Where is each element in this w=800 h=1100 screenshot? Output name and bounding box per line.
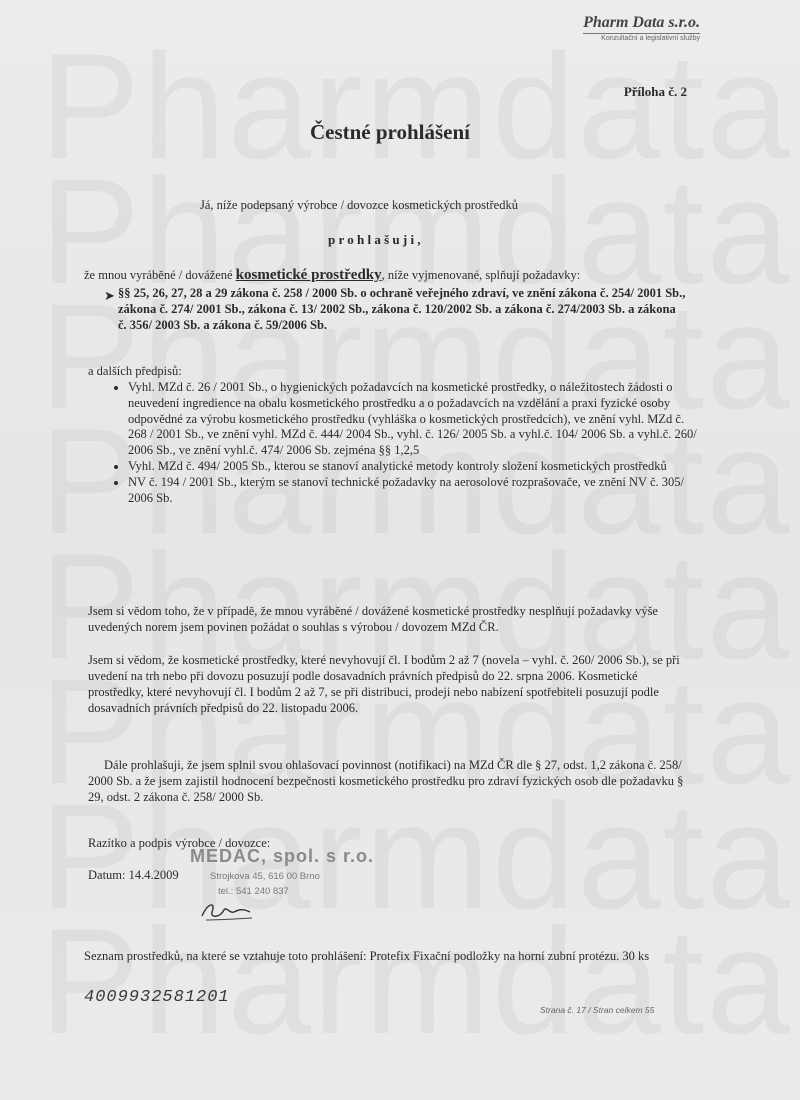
stamp-label: Razítko a podpis výrobce / dovozce: [88,836,271,850]
product-code: 4009932581201 [84,988,230,1007]
arrow-bullet-icon: ➤ [104,288,115,303]
stamp-phone: tel.: 541 240 837 [218,886,289,897]
declaration-word: p r o h l a š u j i , [328,232,421,247]
company-logo [583,14,700,42]
notification-paragraph: Dále prohlašuji, že jsem splnil svou ohlašovací povinnost (notifikaci) na MZd ČR dle § 27, odst. 1,2 zákona č. 258/ 2000 Sb. a že jsem zajistil hodnocení bezpečnosti kosmetického prostředku pro zdraví fyzických osob dle požadavku § 29, odst. 2 zákona č. 258/ 2000 Sb. [88,758,684,804]
stamp-address: Strojkova 45, 616 00 Brno [210,871,320,882]
intro-line: Já, níže podepsaný výrobce / dovozce kosmetických prostředků [200,198,518,212]
cosmetic-products-term: kosmetické prostředky [235,267,382,283]
logo-name: Pharm Data s.r.o. [583,14,700,31]
law-paragraph: §§ 25, 26, 27, 28 a 29 zákona č. 258 / 2000 Sb. o ochraně veřejného zdraví, ve znění zákona č. 254/ 2001 Sb., zákona č. 274/ 2001 Sb., zákona č. 13/ 2002 Sb., zákona č. 120/2002 Sb. a zákona č. 274/2003 Sb. a zákona č. 356/ 2003 Sb. a zákona č. 59/2006 Sb. [118,286,686,332]
document-title: Čestné prohlášení [309,120,471,144]
list-item: • Vyhl. MZd č. 26 / 2001 Sb., o hygienických požadavcích na kosmetické prostředky, o náležitostech žádosti o neuvedení ingredience na obalu kosmetického prostředku a o požadavcích na vzdělání a praxi fyzické osoby odpovědné za výrobu kosmetického prostředku (vyhláška o kosmetických prostředcích), ve znění vyhl. MZd č. 268 / 2001 Sb., ve znění vyhl. MZd č. 444/ 2004 Sb., vyhl. č. 126/ 2005 Sb. a vyhl.č. 104/ 2006 Sb. a vyhl.č. 260/ 2006 Sb., ve znění vyhl.č. 474/ 2006 Sb. zejména §§ 1,2,5 [128,380,700,459]
other-regulations-label: a dalších předpisů: [88,364,182,378]
date-field: Datum: 14.4.2009 [88,868,179,882]
requirements-post: , níže vyjmenované, splňují požadavky: [381,268,581,282]
awareness-paragraph: Jsem si vědom toho, že v případě, že mnou vyráběné / dovážené kosmetické prostředky nesplňují požadavky výše uvedených norem jsem povinen požádat o souhlas s výrobou / dovozem MZd ČR. [88,604,658,634]
transition-paragraph: Jsem si vědom, že kosmetické prostředky, které nevyhovují čl. I bodům 2 až 7 (novela – vyhl. č. 260/ 2006 Sb.), se při uvedení na trh nebo při dovozu posuzují podle dosavadních právních předpisů do 22. srpna 2006. Kosmetické prostředky, které nevyhovují čl. I bodům 2 až 7, se při distribuci, prodeji nebo nabízení spotřebiteli posuzují podle dosavadních právních předpisů do 22. listopadu 2006. [88,653,680,715]
list-item: • Vyhl. MZd č. 494/ 2005 Sb., kterou se stanoví analytické metody kontroly složení kosmetických prostředků [128,459,700,475]
company-stamp: MEDAC, spol. s r.o. [190,846,375,866]
regulations-list [118,380,700,506]
watermark [40,895,800,1068]
annex-label: Příloha č. 2 [623,84,687,99]
watermark [40,20,800,193]
list-item: • NV č. 194 / 2001 Sb., kterým se stanoví technické požadavky na aerosolové rozprašovače, ve znění NV č. 305/ 2006 Sb. [128,475,700,507]
signature-icon [198,898,258,924]
page-number: Strana č. 17 / Stran celkem 55 [540,1005,655,1015]
logo-tagline: Konzultační a legislativní služby [583,33,700,42]
product-list-statement: Seznam prostředků, na které se vztahuje toto prohlášení: Protefix Fixační podložky na horní zubní protézu. 30 ks [84,949,650,963]
requirements-line [84,268,580,283]
requirements-pre: že mnou vyráběné / dovážené [84,268,236,282]
